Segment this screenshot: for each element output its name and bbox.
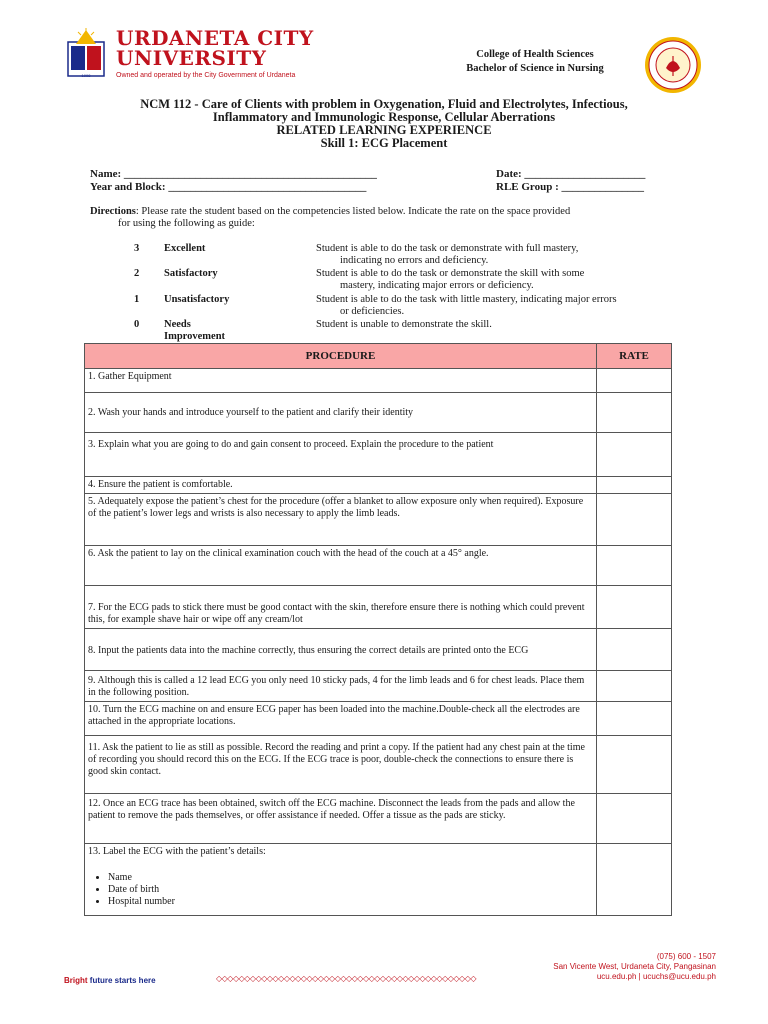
college-name: College of Health Sciences (476, 49, 594, 60)
directions (90, 206, 710, 230)
procedure-step: 2. Wash your hands and introduce yourself to the patient and clarify their identity (85, 393, 597, 433)
university-seal-icon (644, 36, 702, 94)
rate-cell[interactable] (597, 433, 672, 477)
directions-label: Directions (90, 206, 136, 217)
rate-cell[interactable] (597, 369, 672, 393)
university-logo-icon (62, 28, 110, 80)
logo-year: 1998 (81, 73, 91, 78)
procedure-step: 7. For the ECG pads to stick there must be good contact with the skin, therefore ensure there is nothing which could prevent this, for example shave hair or wipe off any cream/lot (85, 586, 597, 629)
scale-desc: Student is unable to demonstrate the skill. (316, 319, 492, 330)
procedure-step: 13. Label the ECG with the patient’s details: • Name • Date of birth • Hospital number (85, 844, 597, 916)
rle-heading: RELATED LEARNING EXPERIENCE (276, 123, 492, 137)
scale-desc: Student is able to do the task or demonstrate with full mastery, indicating no errors and deficiency. (316, 243, 579, 266)
year-block-field[interactable]: Year and Block: ____________________________________ (90, 181, 367, 193)
scale-name: Unsatisfactory (164, 294, 230, 305)
document-title (60, 98, 708, 150)
list-item: • Date of birth (108, 884, 593, 896)
course-title: NCM 112 - Care of Clients with problem in Oxygenation, Fluid and Electrolytes, Infectious, (140, 97, 628, 111)
procedure-step: 1. Gather Equipment (85, 369, 597, 393)
date-field[interactable]: Date: ______________________ (496, 168, 646, 180)
rate-cell[interactable] (597, 736, 672, 794)
list-item: • Name (108, 872, 593, 884)
scale-name: Needs Improvement (164, 319, 226, 342)
rate-cell[interactable] (597, 671, 672, 702)
list-item: • Hospital number (108, 896, 593, 908)
procedure-step: 4. Ensure the patient is comfortable. (85, 477, 597, 494)
course-subtitle: Inflammatory and Immunologic Response, Cellular Aberrations (212, 110, 556, 124)
rate-cell[interactable] (597, 494, 672, 546)
skill-heading: Skill 1: ECG Placement (320, 136, 448, 150)
procedure-step: 3. Explain what you are going to do and gain consent to proceed. Explain the procedure to the patient (85, 433, 597, 477)
procedure-column-header: PROCEDURE (85, 344, 597, 369)
footer-phone: (075) 600 - 1507 (656, 952, 716, 961)
rate-cell[interactable] (597, 546, 672, 586)
procedure-table (84, 343, 672, 916)
footer-address: San Vicente West, Urdaneta City, Pangasinan (553, 962, 716, 971)
scale-name: Satisfactory (164, 268, 218, 279)
procedure-step: 9. Although this is called a 12 lead ECG you only need 10 sticky pads, 4 for the limb leads and 6 for chest leads. Place them in the following position. (85, 671, 597, 702)
procedure-step: 10. Turn the ECG machine on and ensure ECG paper has been loaded into the machine.Double-check all the electrodes are attached in the appropriate locations. (85, 702, 597, 736)
rate-cell[interactable] (597, 794, 672, 844)
rate-cell[interactable] (597, 393, 672, 433)
procedure-step: 8. Input the patients data into the machine correctly, thus ensuring the correct details are printed onto the ECG (85, 629, 597, 671)
scale-desc: Student is able to do the task or demonstrate the skill with some mastery, indicating major errors or deficiency. (316, 268, 585, 291)
rate-column-header: RATE (597, 344, 672, 369)
program-name: Bachelor of Science in Nursing (466, 63, 604, 74)
patient-details-list (88, 872, 593, 908)
rate-cell[interactable] (597, 586, 672, 629)
scale-desc: Student is able to do the task with little mastery, indicating major errors or deficiencies. (316, 294, 617, 317)
footer-contact (470, 952, 716, 982)
scale-num: 3 (134, 243, 140, 254)
procedure-step: 6. Ask the patient to lay on the clinical examination couch with the head of the couch at a 45° angle. (85, 546, 597, 586)
university-name (116, 28, 314, 68)
rate-cell[interactable] (597, 844, 672, 916)
scale-num: 1 (134, 294, 140, 305)
university-name-line1: URDANETA CITY (116, 26, 314, 50)
procedure-step: 11. Ask the patient to lie as still as possible. Record the reading and print a copy. If the patient had any chest pain at the time of recording you should record this on the ECG. If the ECG trace is poor, double-check the connections to ensure there is good skin contact. (85, 736, 597, 794)
scale-num: 2 (134, 268, 140, 279)
rate-cell[interactable] (597, 477, 672, 494)
procedure-step: 5. Adequately expose the patient’s chest for the procedure (offer a blanket to allow exposure only when required). Exposure of the patient’s lower legs and wrists is also necessary to apply the limb leads. (85, 494, 597, 546)
scale-name: Excellent (164, 243, 206, 254)
footer-web[interactable]: ucu.edu.ph | ucuchs@ucu.edu.ph (596, 972, 716, 981)
university-tagline: Owned and operated by the City Government of Urdaneta (116, 72, 296, 79)
rate-cell[interactable] (597, 702, 672, 736)
rate-cell[interactable] (597, 629, 672, 671)
footer-slogan: Bright future starts here (64, 976, 156, 985)
footer-divider: ◇◇◇◇◇◇◇◇◇◇◇◇◇◇◇◇◇◇◇◇◇◇◇◇◇◇◇◇◇◇◇◇◇◇◇◇◇◇◇◇◇◇◇◇◇◇ (216, 974, 477, 983)
university-name-line2: UNIVERSITY (116, 46, 267, 70)
directions-text: : Please rate the student based on the competencies listed below. Indicate the rate on the space provided (135, 206, 571, 217)
procedure-step: 12. Once an ECG trace has been obtained, switch off the ECG machine. Disconnect the leads from the pads and allow the patient to remove the pads themselves, or offer assistance if needed. Offer a tissue as the pads are sticky. (85, 794, 597, 844)
rle-group-field[interactable]: RLE Group : _______________ (496, 181, 645, 193)
college-heading (420, 48, 650, 76)
directions-text-cont: for using the following as guide: (118, 218, 255, 229)
name-field[interactable]: Name: ______________________________________________ (90, 168, 377, 180)
scale-num: 0 (134, 319, 140, 330)
